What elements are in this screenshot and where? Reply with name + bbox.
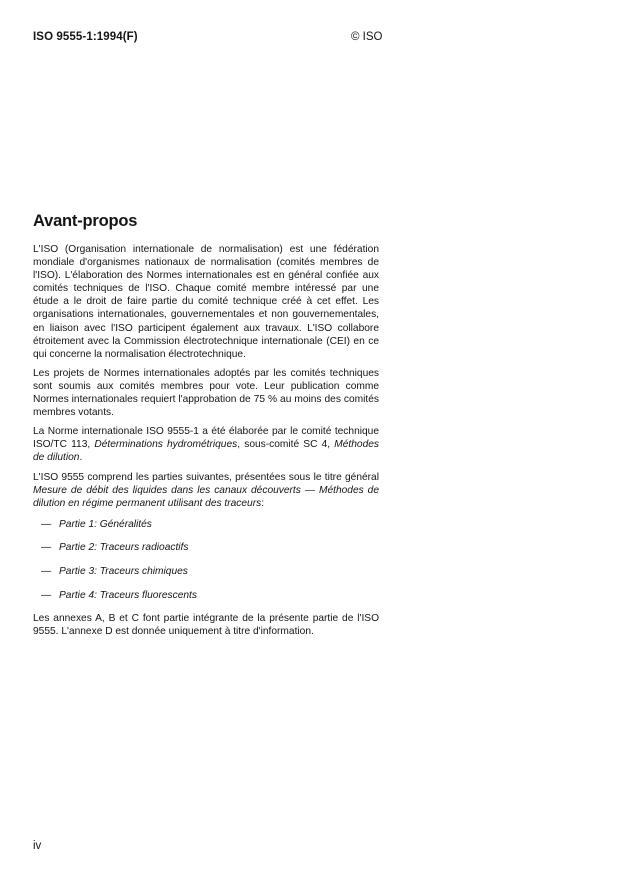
committee-text-suffix: . [79, 452, 83, 464]
committee-text-middle: , sous-comité SC 4, [237, 439, 335, 451]
part-label: Partie 3: Traceurs chimiques [59, 565, 188, 577]
foreword-body [33, 243, 379, 644]
list-item [41, 589, 379, 602]
document-id: ISO 9555-1:1994(F) [33, 31, 138, 43]
paragraph-iso-intro: L'ISO (Organisation internationale de normalisation) est une fédération mondiale d'organismes nationaux de normalisation (comités membres de l'ISO). L'élaboration des Normes internationales est en général confiée aux comités techniques de l'ISO. Chaque comité membre intéressé par une étude a le droit de faire partie du comité technique créé à cet effet. Les organisations internationales, gouvernementales et non gouvernementales, en liaison avec l'ISO participent également aux travaux. L'ISO collabore étroitement avec la Commission électrotechnique internationale (CEI) en ce qui concerne la normalisation électrotechnique. [33, 244, 379, 360]
paragraph-committee [33, 425, 379, 464]
subcommittee-name: Méthodes de dilution [33, 439, 379, 464]
list-dash: — [41, 589, 52, 601]
page-number: iv [33, 840, 42, 852]
general-title: Mesure de débit des liquides dans les canaux découverts — Méthodes de dilution en régime permanent utilisant des traceurs [33, 484, 379, 509]
part-label: Partie 1: Généralités [59, 518, 152, 530]
copyright-notice: © ISO [351, 31, 383, 43]
paragraph-annexes: Les annexes A, B et C font partie intégrante de la présente partie de l'ISO 9555. L'annexe D est donnée uniquement à titre d'information. [33, 613, 379, 638]
list-dash: — [41, 565, 52, 577]
part-label: Partie 4: Traceurs fluorescents [59, 589, 197, 601]
parts-list [33, 518, 379, 602]
list-item [41, 565, 379, 578]
parts-intro-prefix: L'ISO 9555 comprend les parties suivantes, présentées sous le titre général [33, 471, 379, 483]
list-dash: — [41, 518, 52, 530]
committee-name: Déterminations hydrométriques [94, 439, 238, 451]
list-item [41, 541, 379, 554]
list-dash: — [41, 542, 52, 554]
part-label: Partie 2: Traceurs radioactifs [59, 542, 189, 554]
page-title: Avant-propos [33, 212, 138, 230]
paragraph-voting: Les projets de Normes internationales adoptés par les comités techniques sont soumis aux comités membres pour vote. Leur publication comme Normes internationales requiert l'approbation de 75 % au moins des comités membres votants. [33, 367, 379, 419]
committee-text-prefix: La Norme internationale ISO 9555-1 a été élaborée par le comité technique ISO/TC 113, [33, 426, 379, 451]
paragraph-parts-intro [33, 471, 379, 510]
list-item [41, 518, 379, 531]
parts-intro-suffix: : [261, 497, 265, 509]
